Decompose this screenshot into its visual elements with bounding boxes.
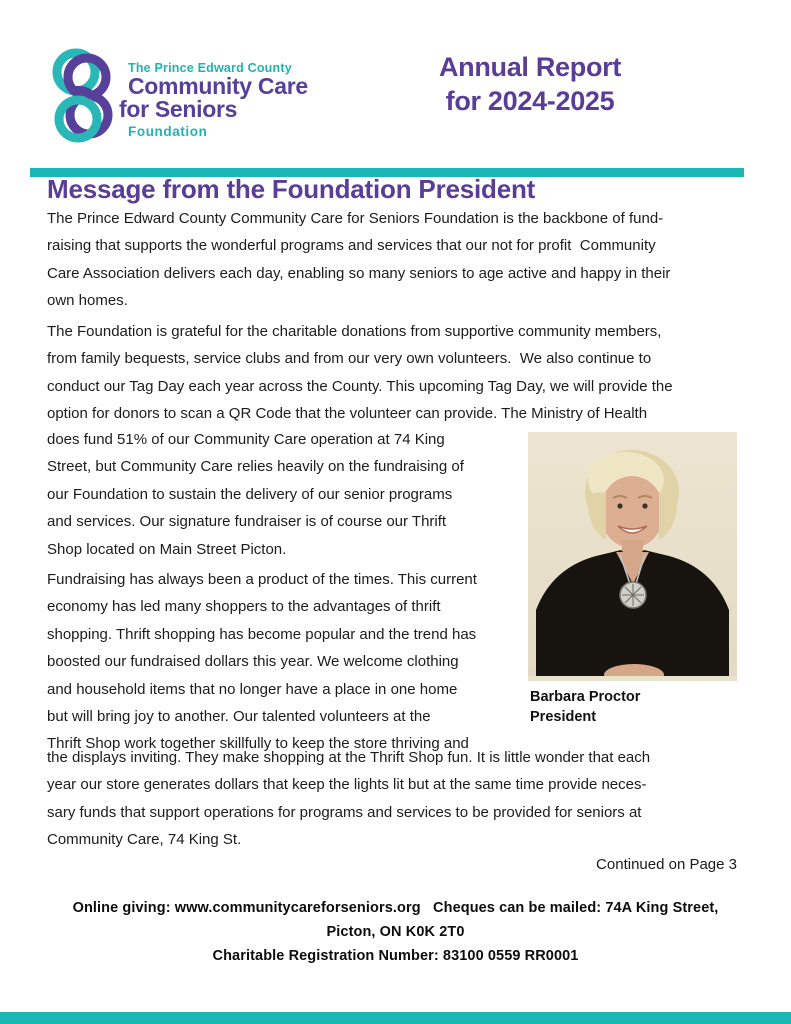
footer-address-line: Picton, ON K0K 2T0 [326,924,465,940]
text-line: The Prince Edward County Community Care for Seniors Foundation is the backbone of fund- [47,210,664,227]
text-line: year our store generates dollars that keep the lights lit but at the same time provide neces- [47,776,647,794]
text-line: Street, but Community Care relies heavily on the fundraising of [47,458,464,476]
text-line: Fundraising has always been a product of the times. This current [47,571,477,588]
text-line: option for donors to scan a QR Code that the volunteer can provide. The Ministry of Health [47,405,648,423]
text-line: Care Association delivers each day, enabling so many seniors to age active and happy in their [47,264,671,282]
footer-giving-line: Online giving: www.communitycareforseniors.org Cheques can be mailed: 74A King Street, [72,900,719,916]
footer-registration-line: Charitable Registration Number: 83100 0559 RR0001 [212,948,579,964]
report-title [393,50,667,118]
logo-tagline: The Prince Edward County [128,61,292,75]
text-line: Community Care, 74 King St. [47,831,242,849]
paragraph-2 [47,318,754,428]
bottom-divider-bar [0,1012,791,1024]
president-portrait-photo [528,432,737,681]
report-title-line2: for 2024-2025 [445,86,615,116]
text-line: boosted our fundraised dollars this year. We welcome clothing [47,653,459,671]
text-line: Shop located on Main Street Picton. [47,540,287,558]
foundation-logo-icon [52,46,116,147]
continued-note: Continued on Page 3 [596,856,737,873]
paragraph-3 [47,744,754,854]
text-line: but will bring joy to another. Our talented volunteers at the [47,708,431,726]
text-line: raising that supports the wonderful programs and services that our not for profit Community [47,237,656,255]
logo-subtitle: Foundation [128,124,208,139]
portrait-photo-graphic [528,432,737,681]
text-line: the displays inviting. They make shopping at the Thrift Shop fun. It is little wonder that each [47,749,651,766]
page-footer [0,896,791,968]
logo-name-line2: for Seniors [119,96,238,122]
text-line: from family bequests, service clubs and from our very own volunteers. We also continue to [47,350,652,368]
caption-name: Barbara Proctor [530,689,641,705]
logo-name-line1: Community Care [128,73,308,99]
caption-title: President [530,708,597,725]
text-line: Thrift Shop work together skillfully to keep the store thriving and [47,735,469,753]
text-line: does fund 51% of our Community Care operation at 74 King [47,431,445,448]
paragraph-3-wrapped [47,566,547,758]
text-line: own homes. [47,292,128,310]
text-line: our Foundation to sustain the delivery of our senior programs [47,485,453,503]
text-line: conduct our Tag Day each year across the County. This upcoming Tag Day, we will provide the [47,377,673,395]
paragraph-1 [47,205,754,315]
section-heading: Message from the Foundation President [47,174,536,204]
interlocking-rings-icon [52,46,116,147]
text-line: and services. Our signature fundraiser is of course our Thrift [47,513,447,531]
text-line: sary funds that support operations for programs and services to be provided for seniors at [47,803,642,821]
text-line: economy has led many shoppers to the advantages of thrift [47,598,441,616]
report-title-line1: Annual Report [438,52,622,82]
text-line: and household items that no longer have a place in one home [47,680,458,698]
paragraph-2-wrapped [47,426,539,563]
text-line: The Foundation is grateful for the charitable donations from supportive community members, [47,323,662,340]
foundation-logo-text [119,61,308,139]
text-line: shopping. Thrift shopping has become popular and the trend has [47,625,477,643]
photo-caption [530,688,640,727]
